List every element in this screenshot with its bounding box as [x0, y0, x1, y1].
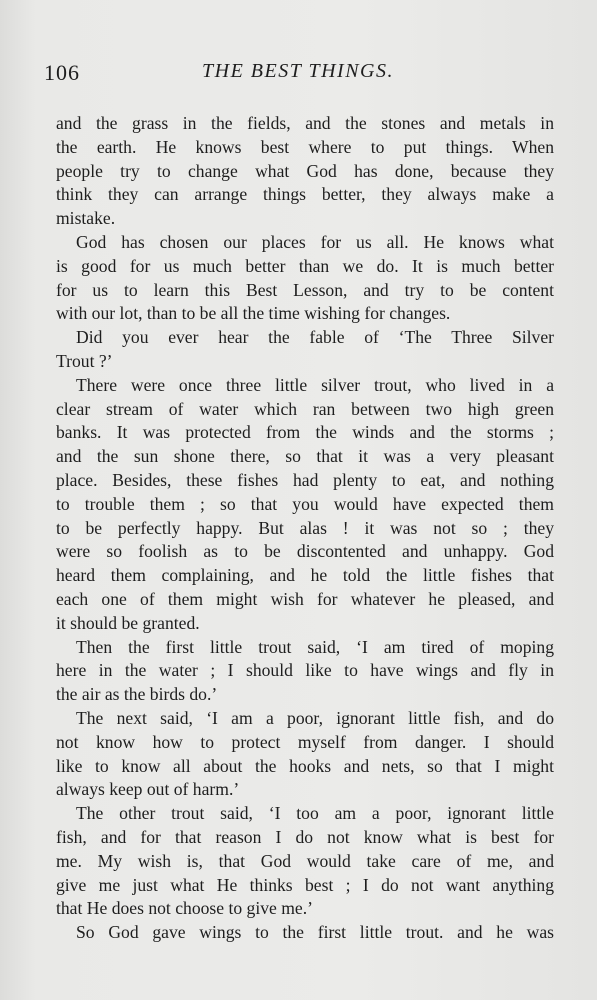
text-line: always keep out of harm.’ — [56, 779, 240, 800]
text-line: and the sun shone there, so that it was a very pleasant — [56, 446, 554, 467]
page-number: 106 — [44, 60, 80, 85]
text-line: each one of them might wish for whatever he pleased, and — [56, 588, 554, 609]
text-line: to trouble them ; so that you would have expected them — [56, 493, 554, 514]
text-line: Trout ?’ — [56, 350, 113, 371]
text-line: clear stream of water which ran between two high green — [56, 398, 554, 419]
text-line: place. Besides, these fishes had plenty to eat, and nothing — [56, 469, 554, 490]
text-line: with our lot, than to be all the time wishing for changes. — [56, 303, 451, 324]
text-line: to be perfectly happy. But alas ! it was not so ; they — [56, 517, 554, 538]
text-line: The next said, ‘I am a poor, ignorant little fish, and do — [76, 707, 554, 728]
text-line: like to know all about the hooks and nets, so that I might — [56, 755, 554, 776]
text-line: Then the first little trout said, ‘I am tired of moping — [76, 636, 554, 657]
text-line: Did you ever hear the fable of ‘The Three Silver — [76, 327, 554, 348]
text-line: not know how to protect myself from danger. I should — [56, 731, 554, 752]
text-line: heard them complaining, and he told the little fishes that — [56, 565, 554, 586]
text-line: mistake. — [56, 208, 116, 229]
text-line: for us to learn this Best Lesson, and try to be content — [56, 279, 554, 300]
text-line: banks. It was protected from the winds and the storms ; — [56, 422, 554, 443]
text-line: The other trout said, ‘I too am a poor, ignorant little — [76, 803, 554, 824]
text-line: God has chosen our places for us all. He knows what — [76, 231, 554, 252]
text-line: it should be granted. — [56, 612, 200, 633]
running-head — [44, 60, 553, 90]
text-line: the air as the birds do.’ — [56, 684, 218, 705]
text-line: is good for us much better than we do. It is much better — [56, 255, 554, 276]
text-line: were so foolish as to be discontented and unhappy. God — [56, 541, 554, 562]
text-line: fish, and for that reason I do not know what is best for — [56, 826, 554, 847]
text-line: here in the water ; I should like to have wings and fly in — [56, 660, 554, 681]
text-line: the earth. He knows best where to put things. When — [56, 136, 554, 157]
text-line: give me just what He thinks best ; I do not want anything — [56, 874, 554, 895]
text-line: There were once three little silver trout, who lived in a — [76, 374, 554, 395]
text-line: think they can arrange things better, they always make a — [56, 184, 554, 205]
text-line: people try to change what God has done, because they — [56, 160, 554, 181]
running-title: THE BEST THINGS. — [202, 60, 394, 82]
text-line: that He does not choose to give me.’ — [56, 898, 313, 919]
text-line: So God gave wings to the first little trout. and he was — [76, 922, 554, 943]
text-line: me. My wish is, that God would take care of me, and — [56, 850, 554, 871]
body-text — [56, 112, 554, 945]
text-line: and the grass in the fields, and the stones and metals in — [56, 113, 554, 133]
